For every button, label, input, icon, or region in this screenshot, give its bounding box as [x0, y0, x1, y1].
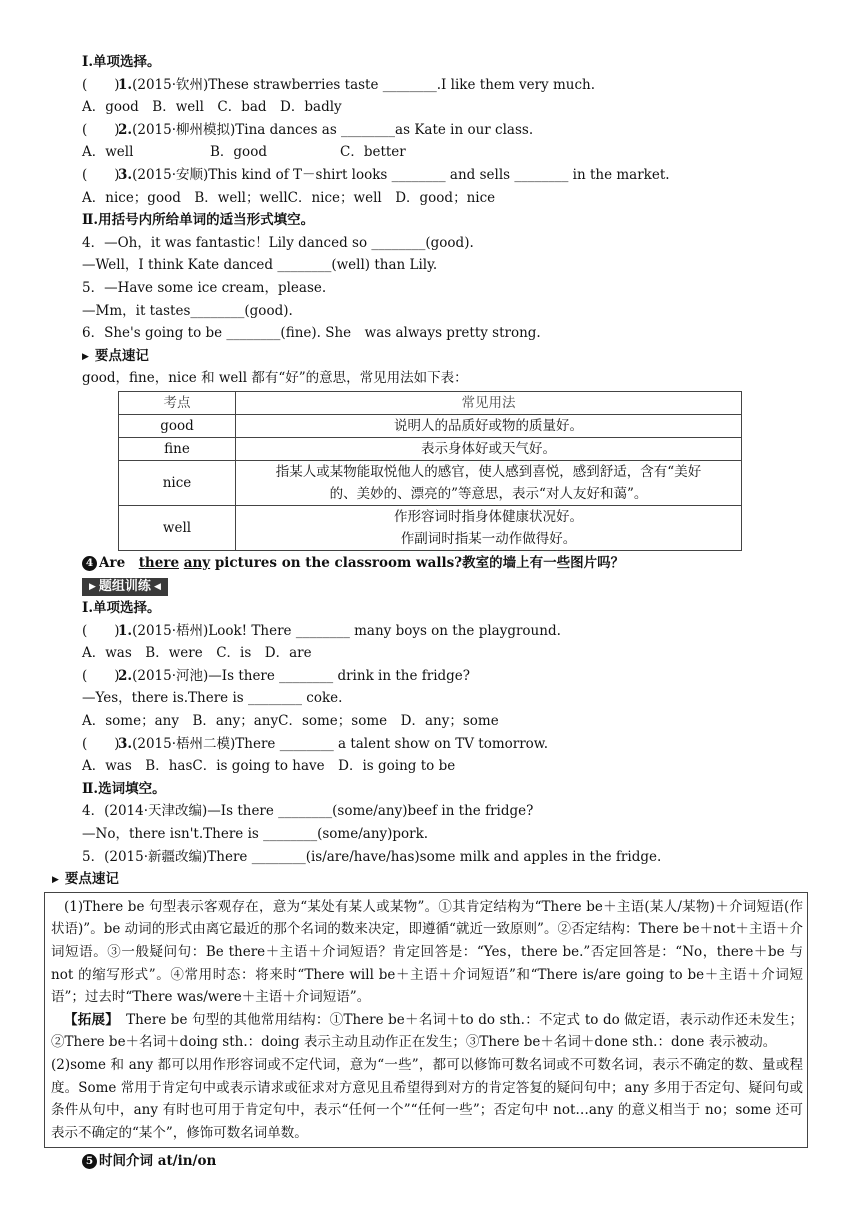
- table-cell: good: [119, 414, 236, 437]
- table-row: [119, 460, 742, 505]
- header-cell: 考点: [119, 391, 236, 414]
- note-paragraph: (1)There be 句型表示客观存在，意为“某处有某人或某物”。①其肯定结构为“There be＋主语(某人/某物)＋介词短语(作状语)”。be 动词的形式由离它最近的那个名词的数来决定，即遵循“就近一致原则”。②否定结构：There be＋not＋主语＋介词短语。③一般疑问句：Be there＋主语＋介词短语？肯定回答是：“Yes，there be.”否定回答是：“No，there＋be 与 not 的缩写形式”。④常用时态：将来时“There will be＋主语＋介词短语”和“There is/are going to be＋主语＋介词短语”；过去时“There was/were＋主语＋介词短语”。: [51, 898, 803, 1006]
- answer-blank[interactable]: ( ): [82, 735, 120, 752]
- table-header: [119, 391, 742, 414]
- question-2b: —Yes，there is.There is ________ coke.: [82, 690, 343, 707]
- section-title: Ⅰ.单项选择。: [82, 54, 161, 70]
- memo-heading: ▶ 要点速记: [52, 871, 119, 888]
- answer-blank[interactable]: ( ): [82, 667, 120, 684]
- left-arrow-icon: ◀: [153, 581, 161, 592]
- note-paragraph: (2)some 和 any 都可以用作形容词或不定代词，意为“一些”，都可以修饰可数名词或不可数名词，表示不确定的数、量或程度。Some 常用于肯定句中或表示请求或征求对方意见且希望得到对方的肯定答复的疑问句中；any 多用于否定句、疑问句或条件从句中，any 有时也可用于肯定句中，表示“任何一个”“任何一些”；否定句中 not…any 的意义相当于 no；some 还可表示不确定的“某个”，修饰可数名词单数。: [51, 1056, 803, 1141]
- header-cell: 常见用法: [236, 391, 742, 414]
- table-cell: 作形容词时指身体健康状况好。 作副词时指某一动作做得好。: [236, 505, 742, 550]
- question-3: ( )3.(2015·安顺)This kind of T－shirt looks ________ and sells ________ in the market.: [82, 164, 782, 187]
- question-3: ( )3.(2015·梧州二模)There ________ a talent show on TV tomorrow.: [82, 733, 782, 756]
- exercise-banner-row: [82, 575, 782, 598]
- number-badge: 4: [82, 556, 97, 571]
- number-badge: 5: [82, 1154, 97, 1169]
- question-1: ( )1.(2015·梧州)Look! There ________ many boys on the playground.: [82, 620, 782, 643]
- question-4b: —No，there isn't.There is ________(some/any)pork.: [82, 826, 429, 843]
- note-paragraph: 【拓展】 There be 句型的其他常用结构：①There be＋名词＋to do sth.：不定式 to do 做定语，表示动作还未发生；②There be＋名词＋doing sth.：doing 表示主动且动作正在发生；③There be＋名词＋done sth.：done 表示被动。: [51, 1011, 804, 1051]
- memo-heading: ▶ 要点速记: [82, 347, 149, 364]
- table-cell: 表示身体好或天气好。: [236, 437, 742, 460]
- section-title: Ⅰ.单项选择。: [82, 600, 161, 617]
- question-4b: —Well，I think Kate danced ________(well) than Lily.: [82, 257, 438, 274]
- question-4a: 4．—Oh，it was fantastic！Lily danced so ________(good).: [82, 234, 474, 251]
- answer-blank[interactable]: ( ): [82, 166, 120, 183]
- table-row: [119, 414, 742, 437]
- answer-blank[interactable]: ( ): [82, 121, 120, 138]
- question-5a: 5．—Have some ice cream，please.: [82, 279, 327, 296]
- usage-table: [118, 391, 742, 551]
- triangle-icon: ▶: [82, 351, 89, 362]
- question-5: 5．(2015·新疆改编)There ________(is/are/have/has)some milk and apples in the fridge.: [82, 848, 662, 865]
- options-3: A．was B．hasC．is going to have D．is going to be: [82, 758, 456, 775]
- question-1: ( )1.(2015·钦州)These strawberries taste ________.I like them very much.: [82, 74, 782, 97]
- table-intro: good，fine，nice 和 well 都有“好”的意思，常见用法如下表：: [82, 370, 468, 387]
- right-arrow-icon: ▶: [89, 581, 96, 592]
- worksheet-page: [51, 51, 804, 1173]
- options-1: A．good B．well C．bad D．badly: [82, 99, 342, 116]
- exercise-banner: ▶ 题组训练 ◀: [82, 578, 168, 596]
- section-title: Ⅱ.选词填空。: [82, 780, 166, 797]
- section-title: Ⅱ.用括号内所给单词的适当形式填空。: [82, 212, 315, 229]
- triangle-icon: ▶: [52, 875, 59, 886]
- table-cell: 说明人的品质好或物的质量好。: [236, 414, 742, 437]
- options-2: A．some；any B．any；anyC．some；some D．any；some: [82, 713, 499, 730]
- answer-blank[interactable]: ( ): [82, 76, 120, 93]
- options-3: A．nice；good B．well；wellC．nice；well D．good；nice: [82, 189, 496, 206]
- question-2: ( )2.(2015·柳州模拟)Tina dances as ________as Kate in our class.: [82, 119, 782, 142]
- table-cell: 指某人或某物能取悦他人的感官，使人感到喜悦，感到舒适，含有“美好 的、美妙的、漂亮的”等意思，表示“对人友好和蔼”。: [236, 460, 742, 505]
- options-2: A．well B．good C．better: [82, 144, 406, 161]
- question-4a: 4．(2014·天津改编)—Is there ________(some/any)beef in the fridge?: [82, 803, 534, 820]
- question-6: 6．She's going to be ________(fine). She was always pretty strong.: [82, 325, 541, 342]
- table-row: [119, 505, 742, 550]
- point-heading: 5 时间介词 at/in/on: [82, 1150, 782, 1173]
- table-cell: well: [119, 505, 236, 550]
- table-cell: nice: [119, 460, 236, 505]
- options-1: A．was B．were C．is D．are: [82, 645, 312, 662]
- question-2: ( )2.(2015·河池)—Is there ________ drink in the fridge?: [82, 665, 782, 688]
- table-cell: fine: [119, 437, 236, 460]
- notes-box: [44, 892, 808, 1149]
- question-5b: —Mm，it tastes________(good).: [82, 302, 293, 319]
- point-heading: 4 Are there any pictures on the classroom walls?教室的墙上有一些图片吗？: [82, 552, 782, 575]
- table-row: [119, 437, 742, 460]
- answer-blank[interactable]: ( ): [82, 622, 120, 639]
